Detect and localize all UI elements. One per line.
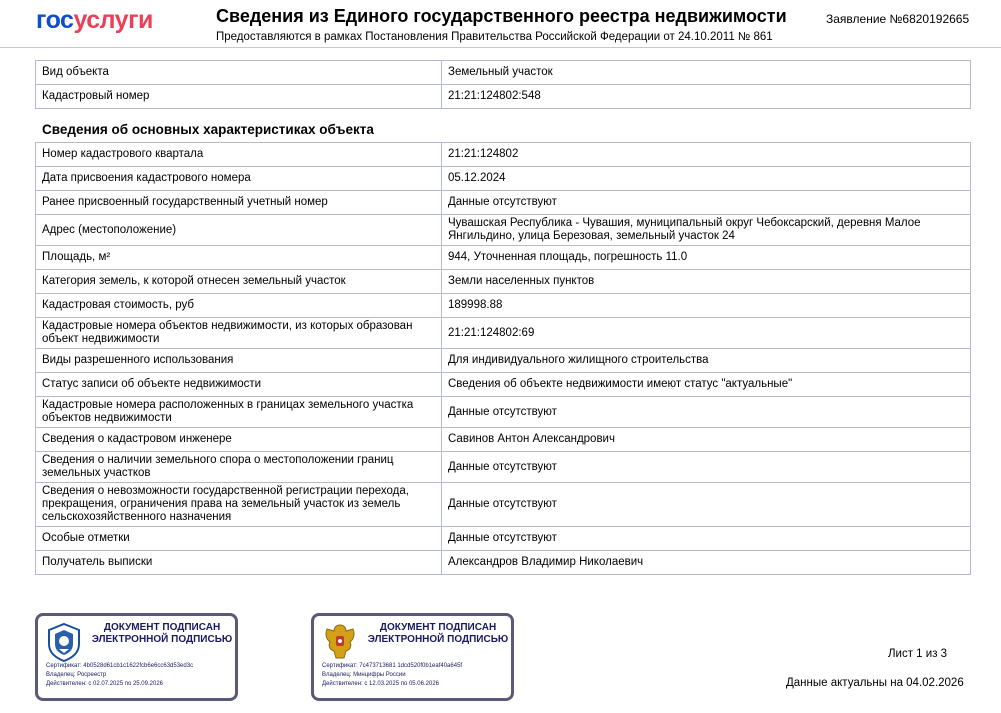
row-value: Данные отсутствуют (442, 191, 971, 215)
stamp-certificate: Сертификат: 4b0528d61cb1c1622fcb6e6cc63d53ed3c (46, 663, 194, 669)
logo-part-uslugi: услуги (73, 6, 153, 34)
table-row (36, 143, 971, 167)
table-row (36, 215, 971, 246)
row-value: Данные отсутствуют (442, 483, 971, 527)
row-label: Виды разрешенного использования (36, 349, 442, 373)
table-row (36, 527, 971, 551)
row-value: Сведения об объекте недвижимости имеют статус "актуальные" (442, 373, 971, 397)
row-value: 05.12.2024 (442, 167, 971, 191)
table-row (36, 318, 971, 349)
table-row (36, 191, 971, 215)
stamp-title: ДОКУМЕНТ ПОДПИСАН ЭЛЕКТРОННОЙ ПОДПИСЬЮ (91, 622, 233, 645)
document-title: Сведения из Единого государственного реестра недвижимости (216, 6, 787, 26)
row-label: Статус записи об объекте недвижимости (36, 373, 442, 397)
table-row (36, 167, 971, 191)
gosuslugi-logo (36, 6, 153, 35)
row-label: Кадастровые номера расположенных в границах земельного участка объектов недвижимости (36, 397, 442, 428)
table-row (36, 397, 971, 428)
row-label: Ранее присвоенный государственный учетный номер (36, 191, 442, 215)
row-value: 21:21:124802:548 (442, 85, 971, 109)
document-subtitle: Предоставляются в рамках Постановления Правительства Российской Федерации от 24.10.2011 № 861 (216, 31, 773, 43)
row-label: Кадастровый номер (36, 85, 442, 109)
row-label: Номер кадастрового квартала (36, 143, 442, 167)
stamp-certificate: Сертификат: 7c473713681 1dcd520f0b1eaf40a645f (322, 663, 463, 669)
row-label: Адрес (местоположение) (36, 215, 442, 246)
row-label: Сведения о невозможности государственной регистрации перехода, прекращения, ограничения права на земельный участок из земель сельскохозяйственного назначения (36, 483, 442, 527)
stamp-validity: Действителен: с 02.07.2025 по 25.09.2026 (46, 681, 163, 687)
table-row (36, 349, 971, 373)
application-number: Заявление №6820192665 (826, 12, 970, 26)
row-value: Данные отсутствуют (442, 527, 971, 551)
row-label: Особые отметки (36, 527, 442, 551)
characteristics-table (35, 142, 971, 575)
row-value: Данные отсутствуют (442, 397, 971, 428)
row-label: Вид объекта (36, 61, 442, 85)
row-value: 21:21:124802 (442, 143, 971, 167)
coat-of-arms-icon (322, 622, 358, 662)
table-row (36, 483, 971, 527)
table-row (36, 428, 971, 452)
object-table (35, 60, 971, 109)
row-label: Кадастровая стоимость, руб (36, 294, 442, 318)
table-row (36, 452, 971, 483)
row-value: Савинов Антон Александрович (442, 428, 971, 452)
row-value: Земельный участок (442, 61, 971, 85)
table-row (36, 61, 971, 85)
row-value: Чувашская Республика - Чувашия, муниципальный округ Чебоксарский, деревня Малое Янгильдино, улица Березовая, земельный участок 24 (442, 215, 971, 246)
stamp-owner: Владелец: Росреестр (46, 672, 107, 678)
section-title: Сведения об основных характеристиках объекта (42, 122, 374, 137)
rosreestr-emblem-icon (46, 622, 82, 662)
stamp-validity: Действителен: с 12.03.2025 по 05.06.2026 (322, 681, 439, 687)
row-value: Для индивидуального жилищного строительства (442, 349, 971, 373)
stamp-title: ДОКУМЕНТ ПОДПИСАН ЭЛЕКТРОННОЙ ПОДПИСЬЮ (367, 622, 509, 645)
row-value: Александров Владимир Николаевич (442, 551, 971, 575)
row-value: Данные отсутствуют (442, 452, 971, 483)
row-label: Категория земель, к которой отнесен земельный участок (36, 270, 442, 294)
row-label: Кадастровые номера объектов недвижимости, из которых образован объект недвижимости (36, 318, 442, 349)
stamp-owner: Владелец: Минцифры России (322, 672, 406, 678)
row-value: 189998.88 (442, 294, 971, 318)
signature-stamp-mintsifry (311, 613, 514, 701)
table-row (36, 270, 971, 294)
row-label: Дата присвоения кадастрового номера (36, 167, 442, 191)
table-row (36, 373, 971, 397)
row-value: 21:21:124802:69 (442, 318, 971, 349)
table-row (36, 246, 971, 270)
table-row (36, 551, 971, 575)
row-label: Площадь, м² (36, 246, 442, 270)
logo-part-gos: гос (36, 6, 74, 34)
row-label: Получатель выписки (36, 551, 442, 575)
row-label: Сведения о наличии земельного спора о местоположении границ земельных участков (36, 452, 442, 483)
sheet-number: Лист 1 из 3 (888, 648, 948, 660)
row-value: 944, Уточненная площадь, погрешность 11.0 (442, 246, 971, 270)
signature-stamp-rosreestr (35, 613, 238, 701)
table-row (36, 294, 971, 318)
document-header (0, 0, 1001, 48)
row-value: Земли населенных пунктов (442, 270, 971, 294)
row-label: Сведения о кадастровом инженере (36, 428, 442, 452)
data-actual-date: Данные актуальны на 04.02.2026 (786, 677, 964, 689)
table-row (36, 85, 971, 109)
